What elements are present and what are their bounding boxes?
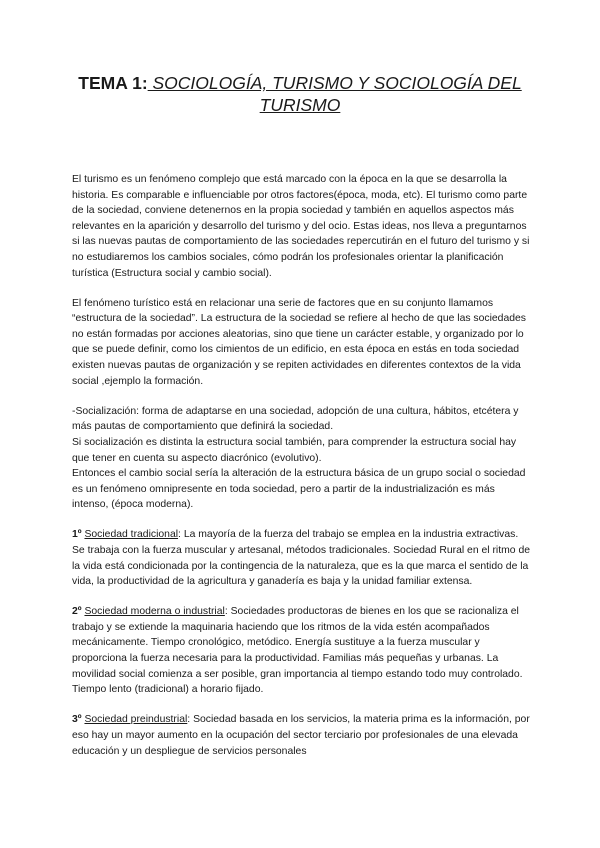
document-title bbox=[60, 72, 540, 116]
item-text: : Sociedades productoras de bienes en los que se racionaliza el trabajo y se extiende la maquinaria haciendo que los ritmos de la vida estén acompañados mecánicamente. Tiempo cronológico, metódico. Energía sustituye a la fuerza muscular y proporciona la fuerza necesaria para la productividad. Familias más pequeñas y urbanas. La movilidad social comienza a ser posible, gran importancia al tiempo estando todo muy controlado. Tiempo lento (tradicional) a horario fijado. bbox=[72, 606, 523, 696]
item-heading: Sociedad preindustrial bbox=[84, 714, 188, 726]
item-text: : La mayoría de la fuerza del trabajo se emplea en la industria extractivas. Se trabaja con la fuerza muscular y artesanal, métodos tradicionales. Sociedad Rural en el ritmo de la vida está condicionada por la contingencia de la naturaleza, que es la que marca el sentido de la vida, la productividad de la agricultura y ganadería es baja y la unidad familiar extensa. bbox=[72, 529, 531, 588]
item-heading: Sociedad moderna o industrial bbox=[84, 606, 225, 618]
paragraph-sociedad-preindustrial bbox=[72, 712, 530, 759]
item-number: 3º bbox=[72, 714, 82, 726]
socializacion-block bbox=[72, 404, 530, 513]
item-number: 1º bbox=[72, 529, 82, 541]
paragraph-intro: El turismo es un fenómeno complejo que está marcado con la época en la que se desarrolla la historia. Es comparable e influenciable por otros factores(época, moda, etc). El turismo como parte de la sociedad, conviene detenernos en la propia sociedad y también en aquellos aspectos más relevantes en la aparición y desarrollo del turismo y del ocio. Estas ideas, nos lleva a preguntarnos si las nuevas pautas de comportamiento de las sociedades repercutirán en el futuro del turismo y si no estudiaremos los cambios sociales, cómo podrán los profesionales orientar la planificación turística (Estructura social y cambio social). bbox=[72, 174, 530, 279]
paragraph-sociedad-tradicional bbox=[72, 527, 530, 589]
title-text: SOCIOLOGÍA, TURISMO Y SOCIOLOGÍA DEL TURISMO bbox=[147, 73, 522, 115]
paragraph-socializacion-structure: Si socialización es distinta la estructura social también, para comprender la estructura social hay que tener en cuenta su aspecto diacrónico (evolutivo). bbox=[72, 436, 517, 464]
document-body bbox=[72, 172, 530, 774]
title-prefix: TEMA 1 bbox=[78, 73, 142, 93]
title-colon: : bbox=[141, 73, 148, 93]
item-number: 2º bbox=[72, 606, 82, 618]
paragraph-fenomeno: El fenómeno turístico está en relacionar una serie de factores que en su conjunto llamamos “estructura de la sociedad”. La estructura de la sociedad se refiere al hecho de que las sociedades no están formadas por acciones aleatorias, sino que tiene un carácter estable, y organizado por lo que se puede definir, como los cimientos de un edificio, en esta época en estás en toda sociedad existen nuevas pautas de organización y se repiten actividades en diferentes contextos de la vida social ,ejemplo la formación. bbox=[72, 297, 526, 387]
item-text: : Sociedad basada en los servicios, la materia prima es la información, por eso hay un mayor aumento en la ocupación del sector terciario por profesionales de una elevada educación y un despliegue de servicios personales bbox=[72, 714, 530, 757]
item-heading: Sociedad tradicional bbox=[84, 529, 179, 541]
paragraph-socializacion-definition: -Socialización: forma de adaptarse en una sociedad, adopción de una cultura, hábitos, etcétera y más pautas de comportamiento que definirá la sociedad. bbox=[72, 405, 519, 433]
paragraph-sociedad-moderna bbox=[72, 604, 530, 698]
paragraph-cambio-social: Entonces el cambio social sería la alteración de la estructura básica de un grupo social o sociedad es un fenómeno omnipresente en toda sociedad, pero a partir de la industrialización es más intenso, (época moderna). bbox=[72, 468, 526, 511]
